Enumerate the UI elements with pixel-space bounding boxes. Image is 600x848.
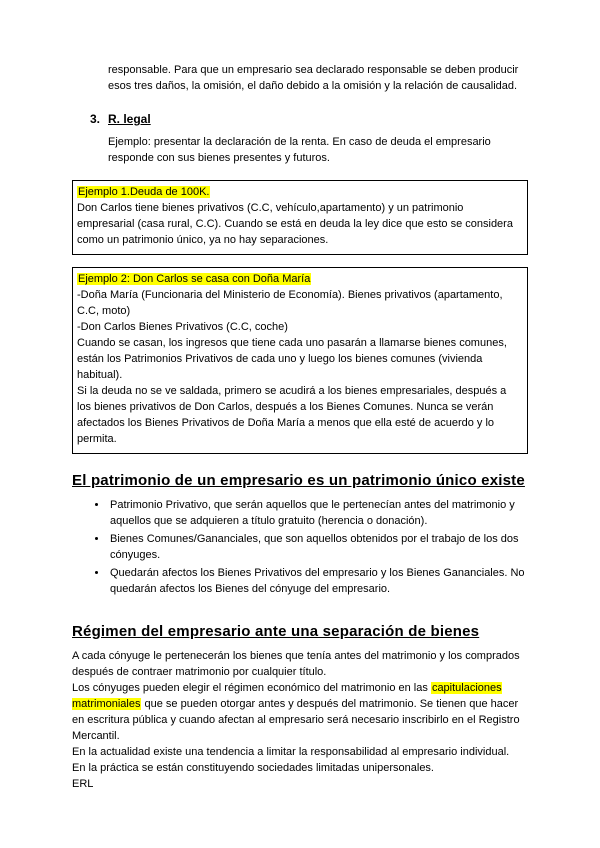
example-box-2 (72, 267, 528, 454)
regimen-paragraph-erl: ERL (72, 778, 94, 790)
regimen-paragraph-3: En la actualidad existe una tendencia a limitar la responsabilidad al empresario individual. (72, 746, 510, 758)
intro-paragraph: responsable. Para que un empresario sea declarado responsable se deben producir esos tres daños, la omisión, el daño debido a la omisión y la relación de causalidad. (108, 64, 519, 92)
section-heading-patrimonio: El patrimonio de un empresario es un patrimonio único existe (72, 472, 525, 489)
example-box-1 (72, 180, 528, 255)
capitulaciones-highlight: capitulaciones matrimoniales (72, 682, 502, 710)
section-regimen-body (72, 648, 528, 792)
regimen-paragraph-2-before: Los cónyuges pueden elegir el régimen económico del matrimonio en las (72, 682, 431, 694)
item-title-r-legal: R. legal (108, 112, 151, 126)
example-2-title-line (77, 271, 522, 287)
bullet-bienes-comunes: • Bienes Comunes/Gananciales, que son aquellos obtenidos por el trabajo de los dos cónyuges. (108, 531, 528, 563)
section-heading-regimen: Régimen del empresario ante una separación de bienes (72, 623, 480, 640)
regimen-paragraph-1: A cada cónyuge le pertenecerán los bienes que tenía antes del matrimonio y los comprados después de contraer matrimonio por cualquier título. (72, 650, 520, 678)
patrimonio-bullet-list (72, 497, 528, 597)
bullet-patrimonio-privativo: • Patrimonio Privativo, que serán aquellos que le pertenecían antes del matrimonio y aquellos que se adquieren a título gratuito (herencia o donación). (108, 497, 528, 529)
example-2-title-highlight: Ejemplo 2: Don Carlos se casa con Doña María (78, 273, 311, 285)
example-2-line-bienes-comunes: Cuando se casan, los ingresos que tiene cada uno pasarán a llamarse bienes comunes, están los Patrimonios Privativos de cada uno y luego los bienes comunes (vivienda habitual). (77, 337, 507, 381)
example-2-line-dona-maria: -Doña María (Funcionaria del Ministerio de Economía). Bienes privativos (apartamento, C.C, moto) (77, 289, 503, 317)
regimen-paragraph-2-after: que se pueden otorgar antes y después del matrimonio. Se tienen que hacer en escritura pública y cuando afectan al empresario será necesario inscribirlo en el Registro Mercantil. (72, 698, 520, 742)
bullet-quedaran-afectos: • Quedarán afectos los Bienes Privativos del empresario y los Bienes Gananciales. No quedarán afectos los Bienes del cónyuge del empresario. (108, 565, 528, 597)
regimen-paragraph-4: En la práctica se están constituyendo sociedades limitadas unipersonales. (72, 762, 434, 774)
item-number: 3. (90, 112, 101, 126)
example-2-line-don-carlos: -Don Carlos Bienes Privativos (C.C, coche) (77, 321, 288, 333)
example-1-body: Don Carlos tiene bienes privativos (C.C, vehículo,apartamento) y un patrimonio empresarial (casa rural, C.C). Cuando se está en deuda la ley dice que esto se considera como un patrimonio único, ya no hay separaciones. (77, 202, 513, 246)
example-2-line-deuda: Si la deuda no se ve saldada, primero se acudirá a los bienes empresariales, después a los bienes privativos de Don Carlos, después a los Bienes Comunes. Nunca se verán afectados los Bienes Privativos de Doña María a menos que ella esté de acuerdo y lo permita. (77, 385, 507, 445)
example-1-title-line (77, 184, 522, 200)
item-body-paragraph: Ejemplo: presentar la declaración de la renta. En caso de deuda el empresario responde con sus bienes presentes y futuros. (108, 136, 491, 164)
example-1-title-highlight: Ejemplo 1.Deuda de 100K. (78, 186, 210, 198)
regimen-paragraph-2 (72, 680, 528, 744)
numbered-item-3 (90, 111, 528, 127)
